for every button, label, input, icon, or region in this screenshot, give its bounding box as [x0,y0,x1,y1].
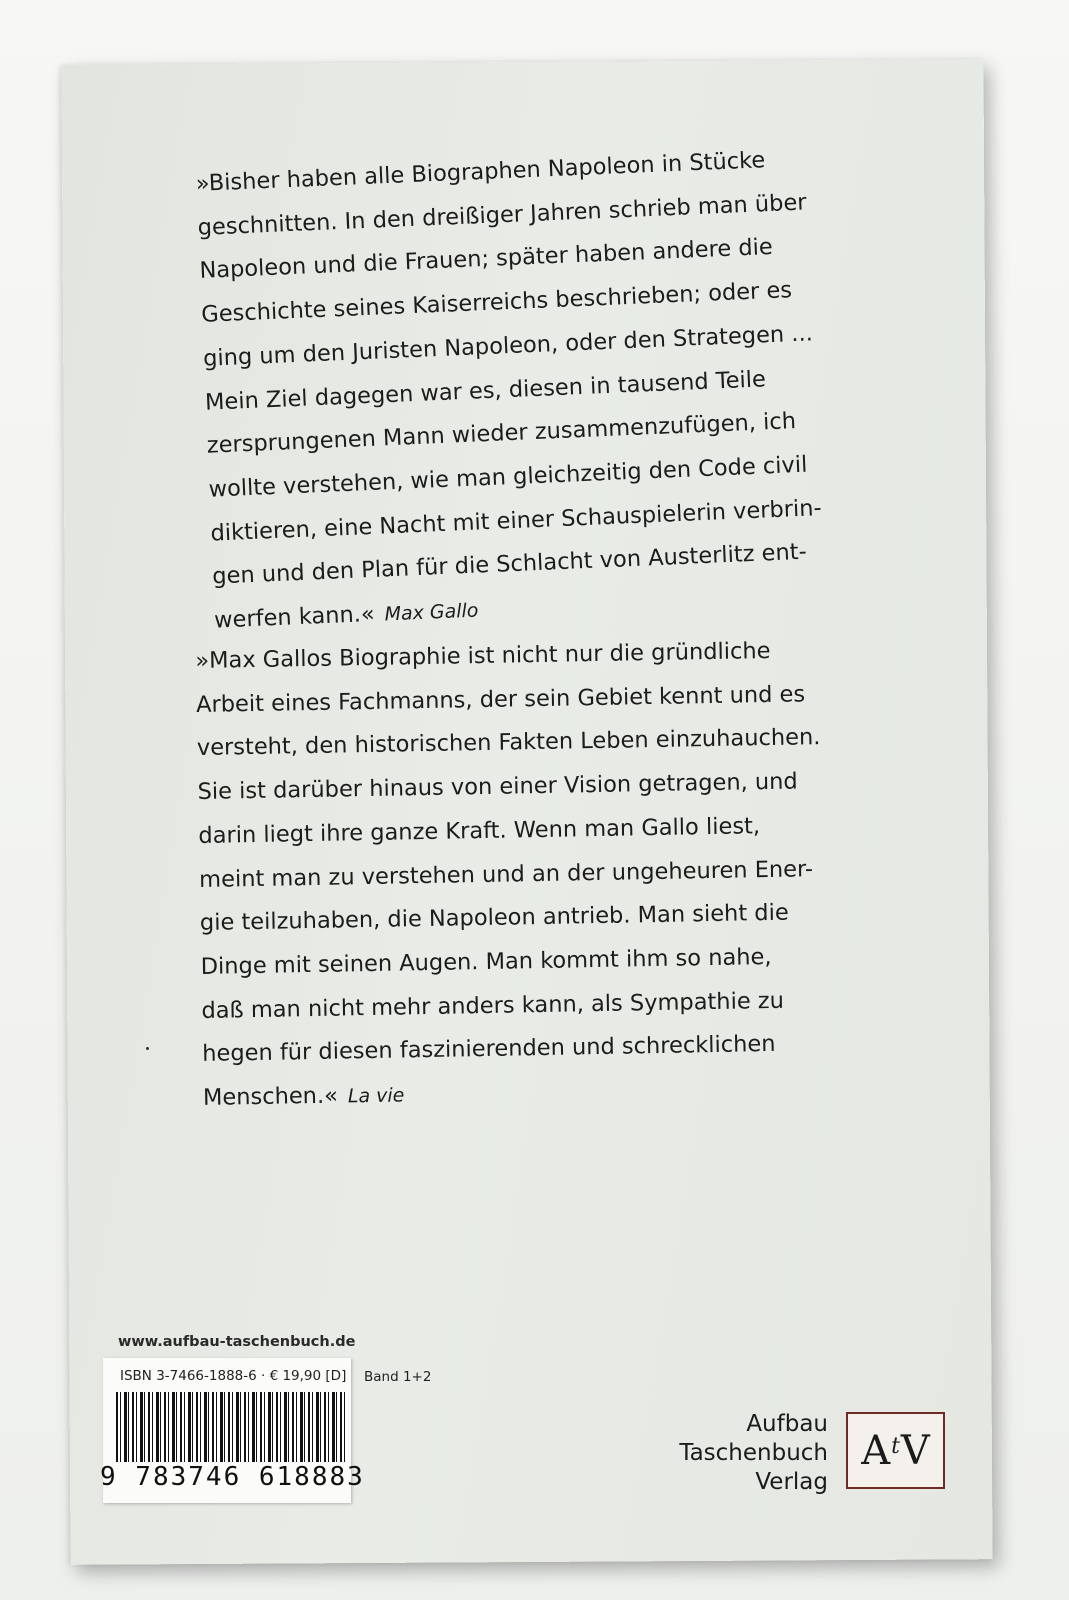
quote-line: gen und den Plan für die Schlacht von Austerlitz ent- [211,539,808,590]
publisher-website: www.aufbau-taschenbuch.de [118,1334,356,1350]
quote-line: gie teilzuhaben, die Napoleon antrieb. Man sieht die [199,899,789,937]
quote-line: Sie ist darüber hinaus von einer Vision getragen, und [197,768,798,806]
quote-line: zersprungenen Mann wieder zusammenzufügen, ich [206,408,797,459]
quote-source: La vie [347,1084,405,1108]
barcode-digits: 9 783746 618883 [100,1462,365,1492]
logo-letter: t [891,1434,900,1459]
quote-line: geschnitten. In den dreißiger Jahren schrieb man über [197,189,808,241]
quote-text: Menschen.« [202,1082,339,1111]
quote-line: meint man zu verstehen und an der ungeheuren Ener- [198,855,814,893]
quote-source: Max Gallo [384,599,479,626]
logo-letter: A [861,1427,891,1474]
publisher-line: Aufbau [746,1411,828,1437]
quote-max-gallo [195,136,865,645]
quote-line: Geschichte seines Kaiserreichs beschrieben; oder es [200,277,793,328]
quote-line: diktieren, eine Nacht mit einer Schauspielerin verbrin- [209,494,823,547]
volume-label: Band 1+2 [364,1369,432,1385]
quote-line: hegen für diesen faszinierenden und schrecklichen [202,1031,776,1068]
quote-line: »Max Gallos Biographie ist nicht nur die gründliche [195,637,771,674]
publisher-line: Verlag [755,1469,828,1495]
speck [146,1047,149,1050]
publisher-name [650,1410,828,1497]
logo-letter: V [900,1427,930,1474]
quote-line: ging um den Juristen Napoleon, oder den Strategen ... [202,320,814,372]
barcode-icon [116,1392,348,1462]
atv-logo [846,1412,945,1489]
quote-line: Dinge mit seinen Augen. Man kommt ihm so nahe, [200,943,772,980]
quote-line: wollte verstehen, wie man gleichzeitig den Code civil [208,451,808,503]
quote-line: Napoleon und die Frauen; später haben andere die [198,234,774,285]
quote-line: »Bisher haben alle Biographen Napoleon in Stücke [195,147,766,197]
quote-line: versteht, den historischen Fakten Leben einzuhauchen. [196,724,821,762]
quote-line: Arbeit eines Fachmanns, der sein Gebiet kennt und es [195,681,806,718]
quote-line: darin liegt ihre ganze Kraft. Wenn man Gallo liest, [198,812,761,849]
quote-line: Mein Ziel dagegen war es, diesen in tausend Teile [204,365,767,416]
quote-text: werfen kann.« [213,600,376,634]
quote-line: daß man nicht mehr anders kann, als Sympathie zu [201,987,785,1024]
isbn-price: ISBN 3-7466-1888-6 · € 19,90 [D] [120,1368,347,1384]
publisher-line: Taschenbuch [679,1440,828,1466]
quote-la-vie [195,629,853,1122]
